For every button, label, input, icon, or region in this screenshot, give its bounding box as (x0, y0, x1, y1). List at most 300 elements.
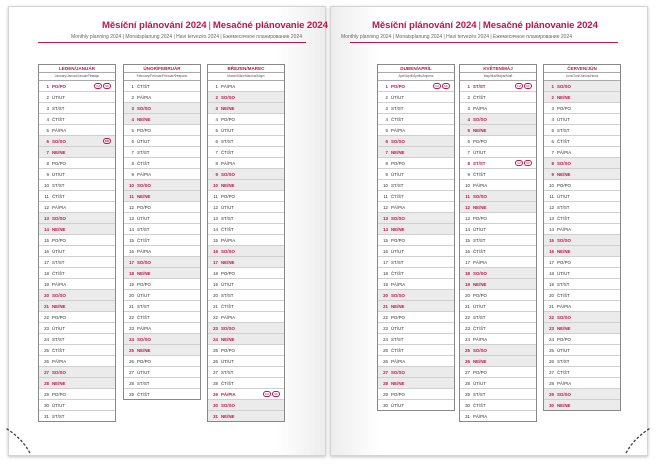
day-row[interactable] (378, 279, 454, 290)
day-number: 26 (44, 358, 49, 364)
day-number: 9 (46, 171, 49, 177)
day-row[interactable] (39, 279, 115, 290)
weekday-abbr: PO/PO (391, 160, 405, 166)
day-row[interactable] (208, 125, 284, 136)
day-row[interactable] (208, 301, 284, 312)
month-translations: May/Mai/Május/Май (460, 73, 536, 81)
day-row[interactable] (544, 400, 620, 410)
day-row[interactable] (378, 257, 454, 268)
day-row[interactable] (124, 367, 200, 378)
day-number: 21 (549, 303, 554, 309)
day-number: 10 (213, 182, 218, 188)
day-row[interactable] (378, 312, 454, 323)
day-row[interactable] (39, 169, 115, 180)
day-row[interactable] (208, 235, 284, 246)
day-row[interactable] (378, 323, 454, 334)
day-row[interactable] (124, 246, 200, 257)
day-row[interactable] (544, 136, 620, 147)
day-number: 13 (465, 215, 470, 221)
day-row[interactable] (378, 235, 454, 246)
weekday-abbr: ST/ST (557, 127, 570, 133)
day-row[interactable] (39, 191, 115, 202)
day-row[interactable] (460, 224, 536, 235)
day-number: 24 (129, 336, 134, 342)
day-row[interactable] (39, 136, 115, 147)
day-row[interactable] (460, 169, 536, 180)
day-number: 11 (383, 193, 388, 199)
day-row[interactable] (544, 389, 620, 400)
day-row[interactable] (544, 257, 620, 268)
title-rule (350, 42, 618, 43)
day-number: 28 (129, 380, 134, 386)
weekday-abbr: SO/SO (473, 116, 487, 122)
day-number: 21 (213, 303, 218, 309)
day-row[interactable] (124, 81, 200, 92)
weekday-abbr: NE/NE (137, 347, 151, 353)
day-row[interactable] (39, 389, 115, 400)
day-number: 27 (549, 369, 554, 375)
day-row[interactable] (378, 301, 454, 312)
day-row[interactable] (544, 180, 620, 191)
day-number: 1 (385, 83, 388, 89)
weekday-abbr: ÚT/UT (473, 149, 486, 155)
day-row[interactable] (378, 191, 454, 202)
day-number: 11 (213, 193, 218, 199)
day-number: 25 (213, 347, 218, 353)
day-row[interactable] (208, 114, 284, 125)
day-row[interactable] (39, 147, 115, 158)
day-row[interactable] (124, 114, 200, 125)
holiday-flag-badge: CZ (264, 392, 269, 396)
day-row[interactable] (460, 334, 536, 345)
day-row[interactable] (378, 202, 454, 213)
day-row[interactable] (208, 279, 284, 290)
day-number: 8 (467, 160, 470, 166)
day-row[interactable] (544, 92, 620, 103)
page-title (372, 20, 598, 31)
weekday-abbr: ČT/ŠT (52, 270, 65, 276)
day-number: 7 (46, 149, 49, 155)
day-row[interactable] (378, 246, 454, 257)
day-row[interactable] (378, 334, 454, 345)
weekday-abbr: PO/PO (52, 160, 66, 166)
day-row[interactable] (208, 81, 284, 92)
weekday-abbr: SO/SO (137, 182, 151, 188)
day-row[interactable] (124, 378, 200, 389)
day-row[interactable] (378, 378, 454, 389)
day-row[interactable] (460, 213, 536, 224)
day-row[interactable] (39, 323, 115, 334)
weekday-abbr: NE/NE (52, 303, 66, 309)
day-row[interactable] (544, 334, 620, 345)
weekday-abbr: ČT/ŠT (473, 248, 486, 254)
weekday-abbr: ČT/ŠT (221, 149, 234, 155)
day-row[interactable] (378, 136, 454, 147)
weekday-abbr: SO/SO (137, 105, 151, 111)
day-row[interactable] (460, 323, 536, 334)
day-row[interactable] (208, 191, 284, 202)
day-row[interactable] (544, 367, 620, 378)
day-row[interactable] (124, 356, 200, 367)
day-row[interactable] (460, 411, 536, 421)
day-row[interactable] (208, 334, 284, 345)
day-row[interactable] (378, 213, 454, 224)
day-row[interactable] (378, 290, 454, 301)
day-row[interactable] (544, 191, 620, 202)
day-row[interactable] (39, 235, 115, 246)
day-row[interactable] (39, 312, 115, 323)
day-row[interactable] (124, 158, 200, 169)
weekday-abbr: PO/PO (221, 193, 235, 199)
month-translations: January/Januar/Január/Январь (39, 73, 115, 81)
day-number: 25 (549, 347, 554, 353)
day-row[interactable] (378, 180, 454, 191)
page-title (102, 20, 328, 31)
weekday-abbr: ČT/ŠT (52, 193, 65, 199)
weekday-abbr: ST/ST (473, 391, 486, 397)
day-row[interactable] (544, 235, 620, 246)
day-row[interactable] (460, 81, 536, 92)
day-row[interactable] (124, 345, 200, 356)
day-row[interactable] (460, 180, 536, 191)
day-row[interactable] (378, 125, 454, 136)
month-translations: February/Februar/Február/Февраль (124, 73, 200, 81)
day-row[interactable] (39, 213, 115, 224)
day-row[interactable] (544, 213, 620, 224)
day-row[interactable] (544, 169, 620, 180)
day-row[interactable] (208, 411, 284, 421)
weekday-abbr: SO/SO (52, 215, 66, 221)
day-row[interactable] (460, 356, 536, 367)
weekday-abbr: ÚT/UT (391, 94, 404, 100)
day-row[interactable] (544, 323, 620, 334)
day-row[interactable] (544, 158, 620, 169)
day-number: 3 (551, 105, 554, 111)
day-row[interactable] (124, 191, 200, 202)
day-row[interactable] (378, 103, 454, 114)
weekday-abbr: ST/ST (391, 336, 404, 342)
day-row[interactable] (39, 257, 115, 268)
day-row[interactable] (544, 312, 620, 323)
day-row[interactable] (544, 301, 620, 312)
day-number: 22 (44, 314, 49, 320)
weekday-abbr: ČT/ŠT (557, 215, 570, 221)
day-row[interactable] (460, 235, 536, 246)
day-row[interactable] (460, 158, 536, 169)
day-row[interactable] (460, 345, 536, 356)
day-number: 31 (465, 413, 470, 419)
day-row[interactable] (378, 224, 454, 235)
day-number: 5 (467, 127, 470, 133)
day-number: 5 (551, 127, 554, 133)
weekday-abbr: NE/NE (391, 226, 405, 232)
day-row[interactable] (460, 367, 536, 378)
day-row[interactable] (378, 367, 454, 378)
day-row[interactable] (378, 147, 454, 158)
day-row[interactable] (544, 224, 620, 235)
day-row[interactable] (208, 136, 284, 147)
day-row[interactable] (208, 224, 284, 235)
weekday-abbr: ÚT/UT (221, 204, 234, 210)
weekday-abbr: ST/ST (473, 83, 486, 89)
day-row[interactable] (124, 103, 200, 114)
day-row[interactable] (208, 345, 284, 356)
weekday-abbr: ČT/ŠT (557, 292, 570, 298)
day-row[interactable] (208, 103, 284, 114)
day-row[interactable] (124, 224, 200, 235)
weekday-abbr: SO/SO (557, 391, 571, 397)
day-row[interactable] (124, 279, 200, 290)
day-row[interactable] (39, 290, 115, 301)
month-header: KVĚTEN/MÁJ (460, 65, 536, 73)
day-row[interactable] (39, 114, 115, 125)
weekday-abbr: NE/NE (221, 105, 235, 111)
day-row[interactable] (378, 345, 454, 356)
day-number: 20 (465, 292, 470, 298)
weekday-abbr: PO/PO (391, 83, 405, 89)
day-row[interactable] (544, 246, 620, 257)
day-row[interactable] (124, 147, 200, 158)
day-row[interactable] (39, 81, 115, 92)
weekday-abbr: ST/ST (52, 105, 65, 111)
day-row[interactable] (124, 301, 200, 312)
day-row[interactable] (124, 268, 200, 279)
day-row[interactable] (460, 268, 536, 279)
weekday-abbr: NE/NE (473, 127, 487, 133)
day-number: 22 (129, 314, 134, 320)
weekday-abbr: PÁ/PIA (221, 391, 236, 397)
day-row[interactable] (460, 191, 536, 202)
day-row[interactable] (124, 312, 200, 323)
day-row[interactable] (544, 114, 620, 125)
weekday-abbr: SO/SO (557, 237, 571, 243)
day-row[interactable] (124, 169, 200, 180)
weekday-abbr: PO/PO (391, 314, 405, 320)
day-row[interactable] (39, 202, 115, 213)
day-number: 3 (467, 105, 470, 111)
day-row[interactable] (208, 92, 284, 103)
day-row[interactable] (378, 356, 454, 367)
day-row[interactable] (544, 81, 620, 92)
day-row[interactable] (208, 268, 284, 279)
day-row[interactable] (544, 103, 620, 114)
day-row[interactable] (208, 257, 284, 268)
day-row[interactable] (39, 125, 115, 136)
day-number: 4 (467, 116, 470, 122)
day-row[interactable] (208, 400, 284, 411)
day-row[interactable] (544, 147, 620, 158)
weekday-abbr: PO/PO (391, 391, 405, 397)
weekday-abbr: ÚT/UT (221, 127, 234, 133)
day-row[interactable] (39, 301, 115, 312)
day-number: 8 (46, 160, 49, 166)
day-row[interactable] (39, 268, 115, 279)
day-row[interactable] (39, 180, 115, 191)
day-row[interactable] (460, 136, 536, 147)
day-row[interactable] (124, 202, 200, 213)
day-row[interactable] (39, 345, 115, 356)
weekday-abbr: PO/PO (557, 182, 571, 188)
weekday-abbr: ČT/ŠT (137, 237, 150, 243)
day-number: 23 (549, 325, 554, 331)
day-row[interactable] (544, 202, 620, 213)
day-number: 6 (46, 138, 49, 144)
day-row[interactable] (208, 378, 284, 389)
weekday-abbr: PÁ/PIA (557, 380, 572, 386)
day-row[interactable] (378, 400, 454, 410)
day-row[interactable] (39, 92, 115, 103)
day-row[interactable] (208, 312, 284, 323)
day-row[interactable] (39, 378, 115, 389)
day-row[interactable] (39, 356, 115, 367)
day-row[interactable] (208, 180, 284, 191)
day-row[interactable] (124, 257, 200, 268)
day-row[interactable] (208, 367, 284, 378)
weekday-abbr: PO/PO (557, 259, 571, 265)
day-row[interactable] (544, 125, 620, 136)
day-row[interactable] (460, 290, 536, 301)
day-row[interactable] (124, 389, 200, 399)
day-list (124, 81, 200, 399)
day-row[interactable] (460, 147, 536, 158)
weekday-abbr: ČT/ŠT (557, 369, 570, 375)
day-row[interactable] (208, 246, 284, 257)
day-number: 6 (215, 138, 218, 144)
day-row[interactable] (460, 246, 536, 257)
day-row[interactable] (124, 125, 200, 136)
title-cz: Měsíční plánování 2024 (102, 20, 207, 31)
day-list (378, 81, 454, 410)
weekday-abbr: NE/NE (137, 116, 151, 122)
day-row[interactable] (208, 356, 284, 367)
day-row[interactable] (208, 202, 284, 213)
weekday-abbr: ČT/ŠT (557, 138, 570, 144)
day-row[interactable] (460, 202, 536, 213)
day-row[interactable] (124, 92, 200, 103)
day-number: 11 (549, 193, 554, 199)
day-row[interactable] (544, 268, 620, 279)
day-row[interactable] (460, 92, 536, 103)
weekday-abbr: PO/PO (473, 292, 487, 298)
day-number: 21 (383, 303, 388, 309)
day-row[interactable] (544, 345, 620, 356)
day-row[interactable] (378, 169, 454, 180)
day-row[interactable] (124, 180, 200, 191)
day-row[interactable] (124, 290, 200, 301)
day-list (39, 81, 115, 421)
day-row[interactable] (208, 147, 284, 158)
day-number: 5 (46, 127, 49, 133)
weekday-abbr: PÁ/PIA (391, 281, 406, 287)
day-row[interactable] (208, 323, 284, 334)
day-row[interactable] (378, 158, 454, 169)
holiday-flag-badge: SK (273, 392, 278, 396)
day-row[interactable] (124, 213, 200, 224)
day-row[interactable] (39, 246, 115, 257)
day-row[interactable] (544, 279, 620, 290)
day-row[interactable] (460, 400, 536, 411)
day-row[interactable] (378, 114, 454, 125)
day-row[interactable] (39, 411, 115, 421)
day-number: 16 (383, 248, 388, 254)
day-row[interactable] (460, 312, 536, 323)
day-row[interactable] (39, 224, 115, 235)
day-row[interactable] (378, 389, 454, 400)
weekday-abbr: NE/NE (137, 270, 151, 276)
day-number: 8 (385, 160, 388, 166)
day-number: 29 (383, 391, 388, 397)
day-number: 31 (44, 413, 49, 419)
weekday-abbr: SO/SO (52, 369, 66, 375)
day-row[interactable] (208, 389, 284, 400)
day-row[interactable] (124, 136, 200, 147)
day-row[interactable] (460, 378, 536, 389)
day-row[interactable] (124, 323, 200, 334)
day-number: 20 (383, 292, 388, 298)
day-row[interactable] (39, 334, 115, 345)
weekday-abbr: NE/NE (473, 358, 487, 364)
day-row[interactable] (544, 378, 620, 389)
day-number: 1 (131, 83, 134, 89)
day-row[interactable] (39, 400, 115, 411)
weekday-abbr: PÁ/PIA (391, 204, 406, 210)
weekday-abbr: ČT/ŠT (473, 402, 486, 408)
day-number: 30 (549, 402, 554, 408)
weekday-abbr: SO/SO (473, 270, 487, 276)
weekday-abbr: ČT/ŠT (391, 347, 404, 353)
day-row[interactable] (460, 301, 536, 312)
day-row[interactable] (460, 389, 536, 400)
weekday-abbr: PO/PO (52, 391, 66, 397)
weekday-abbr: SO/SO (221, 402, 235, 408)
day-row[interactable] (544, 356, 620, 367)
day-row[interactable] (39, 158, 115, 169)
weekday-abbr: ÚT/UT (473, 380, 486, 386)
day-row[interactable] (460, 103, 536, 114)
day-row[interactable] (460, 114, 536, 125)
day-number: 14 (383, 226, 388, 232)
weekday-abbr: ČT/ŠT (221, 226, 234, 232)
day-row[interactable] (460, 125, 536, 136)
day-number: 12 (549, 204, 554, 210)
day-row[interactable] (124, 334, 200, 345)
weekday-abbr: ÚT/UT (52, 325, 65, 331)
day-row[interactable] (378, 81, 454, 92)
day-row[interactable] (378, 268, 454, 279)
day-number: 9 (467, 171, 470, 177)
day-row[interactable] (460, 257, 536, 268)
day-number: 22 (465, 314, 470, 320)
day-row[interactable] (378, 92, 454, 103)
day-row[interactable] (208, 290, 284, 301)
month-column (459, 64, 537, 422)
day-number: 15 (129, 237, 134, 243)
day-row[interactable] (124, 235, 200, 246)
day-row[interactable] (460, 279, 536, 290)
day-row[interactable] (39, 103, 115, 114)
day-number: 27 (213, 369, 218, 375)
day-row[interactable] (208, 213, 284, 224)
holiday-badges (433, 83, 450, 89)
day-number: 29 (465, 391, 470, 397)
day-number: 19 (44, 281, 49, 287)
day-row[interactable] (544, 290, 620, 301)
weekday-abbr: ST/ST (52, 259, 65, 265)
day-row[interactable] (208, 158, 284, 169)
day-row[interactable] (39, 367, 115, 378)
weekday-abbr: PÁ/PIA (137, 248, 152, 254)
day-row[interactable] (208, 169, 284, 180)
